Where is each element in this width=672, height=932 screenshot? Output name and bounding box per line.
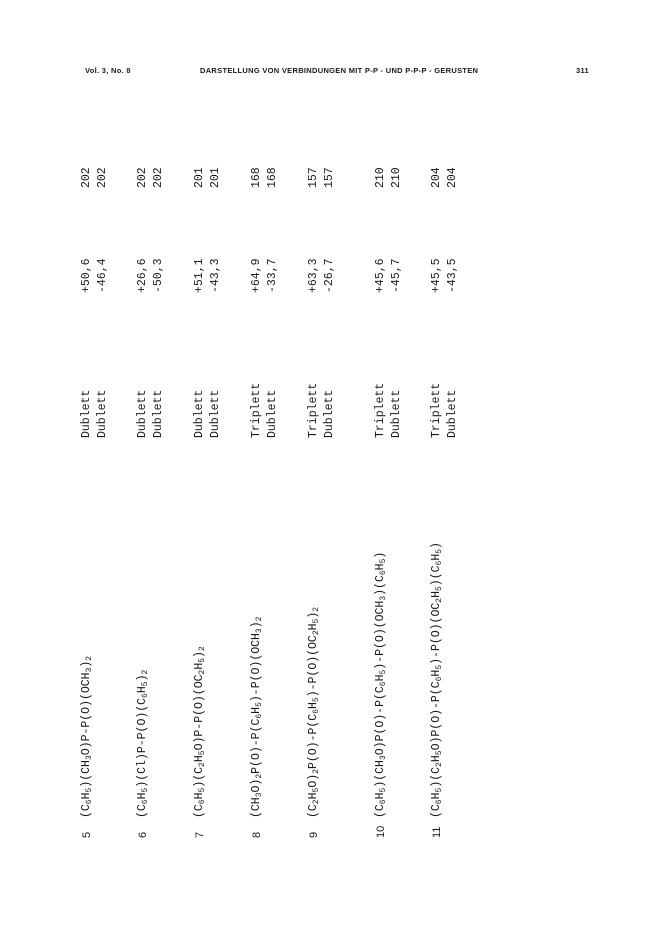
multiplicity: Dublett (80, 389, 93, 438)
coupling-constant: 204 (446, 167, 459, 188)
coupling-constant: 204 (430, 167, 443, 188)
chemical-shift: -43,5 (446, 258, 459, 293)
chemical-shift: +51,1 (193, 258, 206, 293)
multiplicity: Dublett (323, 389, 336, 438)
compound-number: 11 (431, 826, 443, 838)
multiplicity: Triplett (374, 382, 387, 438)
multiplicity: Dublett (390, 389, 403, 438)
chemical-shift: +63,3 (307, 258, 320, 293)
compound-number: 9 (308, 831, 320, 838)
compound-number: 6 (137, 831, 149, 838)
coupling-constant: 202 (96, 167, 109, 188)
multiplicity: Dublett (96, 389, 109, 438)
coupling-constant: 210 (374, 167, 387, 188)
coupling-constant: 201 (209, 167, 222, 188)
page-number: 311 (576, 66, 589, 75)
compound-formula: $(C_6H_5)(Cl)P-P(O)(C_6H_5)_2$ (136, 669, 150, 818)
compound-formula: $(C_2H_5O)_2P(O)-P(C_6H_5)-P(O)(OC_2H_5)_2$ (307, 606, 321, 818)
multiplicity: Dublett (209, 389, 222, 438)
coupling-constant: 168 (266, 167, 279, 188)
running-title: DARSTELLUNG VON VERBINDUNGEN MIT P-P - UND P-P-P - GERUSTEN (200, 66, 479, 75)
chemical-shift: +64,9 (250, 258, 263, 293)
multiplicity: Dublett (152, 389, 165, 438)
chemical-shift: +26,6 (136, 258, 149, 293)
multiplicity: Triplett (250, 382, 263, 438)
multiplicity: Triplett (307, 382, 320, 438)
chemical-shift: -50,3 (152, 258, 165, 293)
multiplicity: Dublett (266, 389, 279, 438)
compound-formula: $(C_6H_5)(C_2H_5O)P-P(O)(OC_2H_5)_2$ (193, 646, 207, 818)
coupling-constant: 201 (193, 167, 206, 188)
coupling-constant: 202 (152, 167, 165, 188)
nmr-table (80, 138, 480, 838)
running-header (0, 66, 672, 80)
chemical-shift: -43,3 (209, 258, 222, 293)
chemical-shift: -26,7 (323, 258, 336, 293)
coupling-constant: 157 (307, 167, 320, 188)
compound-formula: $(C_6H_5)(CH_3O)P(O)-P(C_6H_5)-P(O)(OCH_3)(C_6H_5)$ (374, 551, 388, 818)
chemical-shift: +45,6 (374, 258, 387, 293)
compound-formula: $(C_6H_5)(C_2H_5O)P(O)-P(C_6H_5)-P(O)(OC_2H_5)(C_6H_5)$ (430, 542, 444, 818)
chemical-shift: +50,6 (80, 258, 93, 293)
coupling-constant: 202 (136, 167, 149, 188)
chemical-shift: -46,4 (96, 258, 109, 293)
journal-volume: Vol. 3, No. 8 (85, 66, 131, 75)
multiplicity: Triplett (430, 382, 443, 438)
compound-number: 5 (81, 831, 93, 838)
chemical-shift: -33,7 (266, 258, 279, 293)
coupling-constant: 157 (323, 167, 336, 188)
chemical-shift: +45,5 (430, 258, 443, 293)
coupling-constant: 168 (250, 167, 263, 188)
multiplicity: Dublett (193, 389, 206, 438)
compound-number: 8 (251, 831, 263, 838)
compound-formula: $(CH_3O)_2P(O)-P(C_6H_5)-P(O)(OCH_3)_2$ (250, 616, 264, 818)
compound-number: 7 (194, 831, 206, 838)
chemical-shift: -45,7 (390, 258, 403, 293)
multiplicity: Dublett (136, 389, 149, 438)
compound-formula: $(C_6H_5)(CH_3O)P-P(O)(OCH_3)_2$ (80, 655, 94, 818)
compound-number: 10 (375, 825, 387, 838)
coupling-constant: 202 (80, 167, 93, 188)
coupling-constant: 210 (390, 167, 403, 188)
multiplicity: Dublett (446, 389, 459, 438)
